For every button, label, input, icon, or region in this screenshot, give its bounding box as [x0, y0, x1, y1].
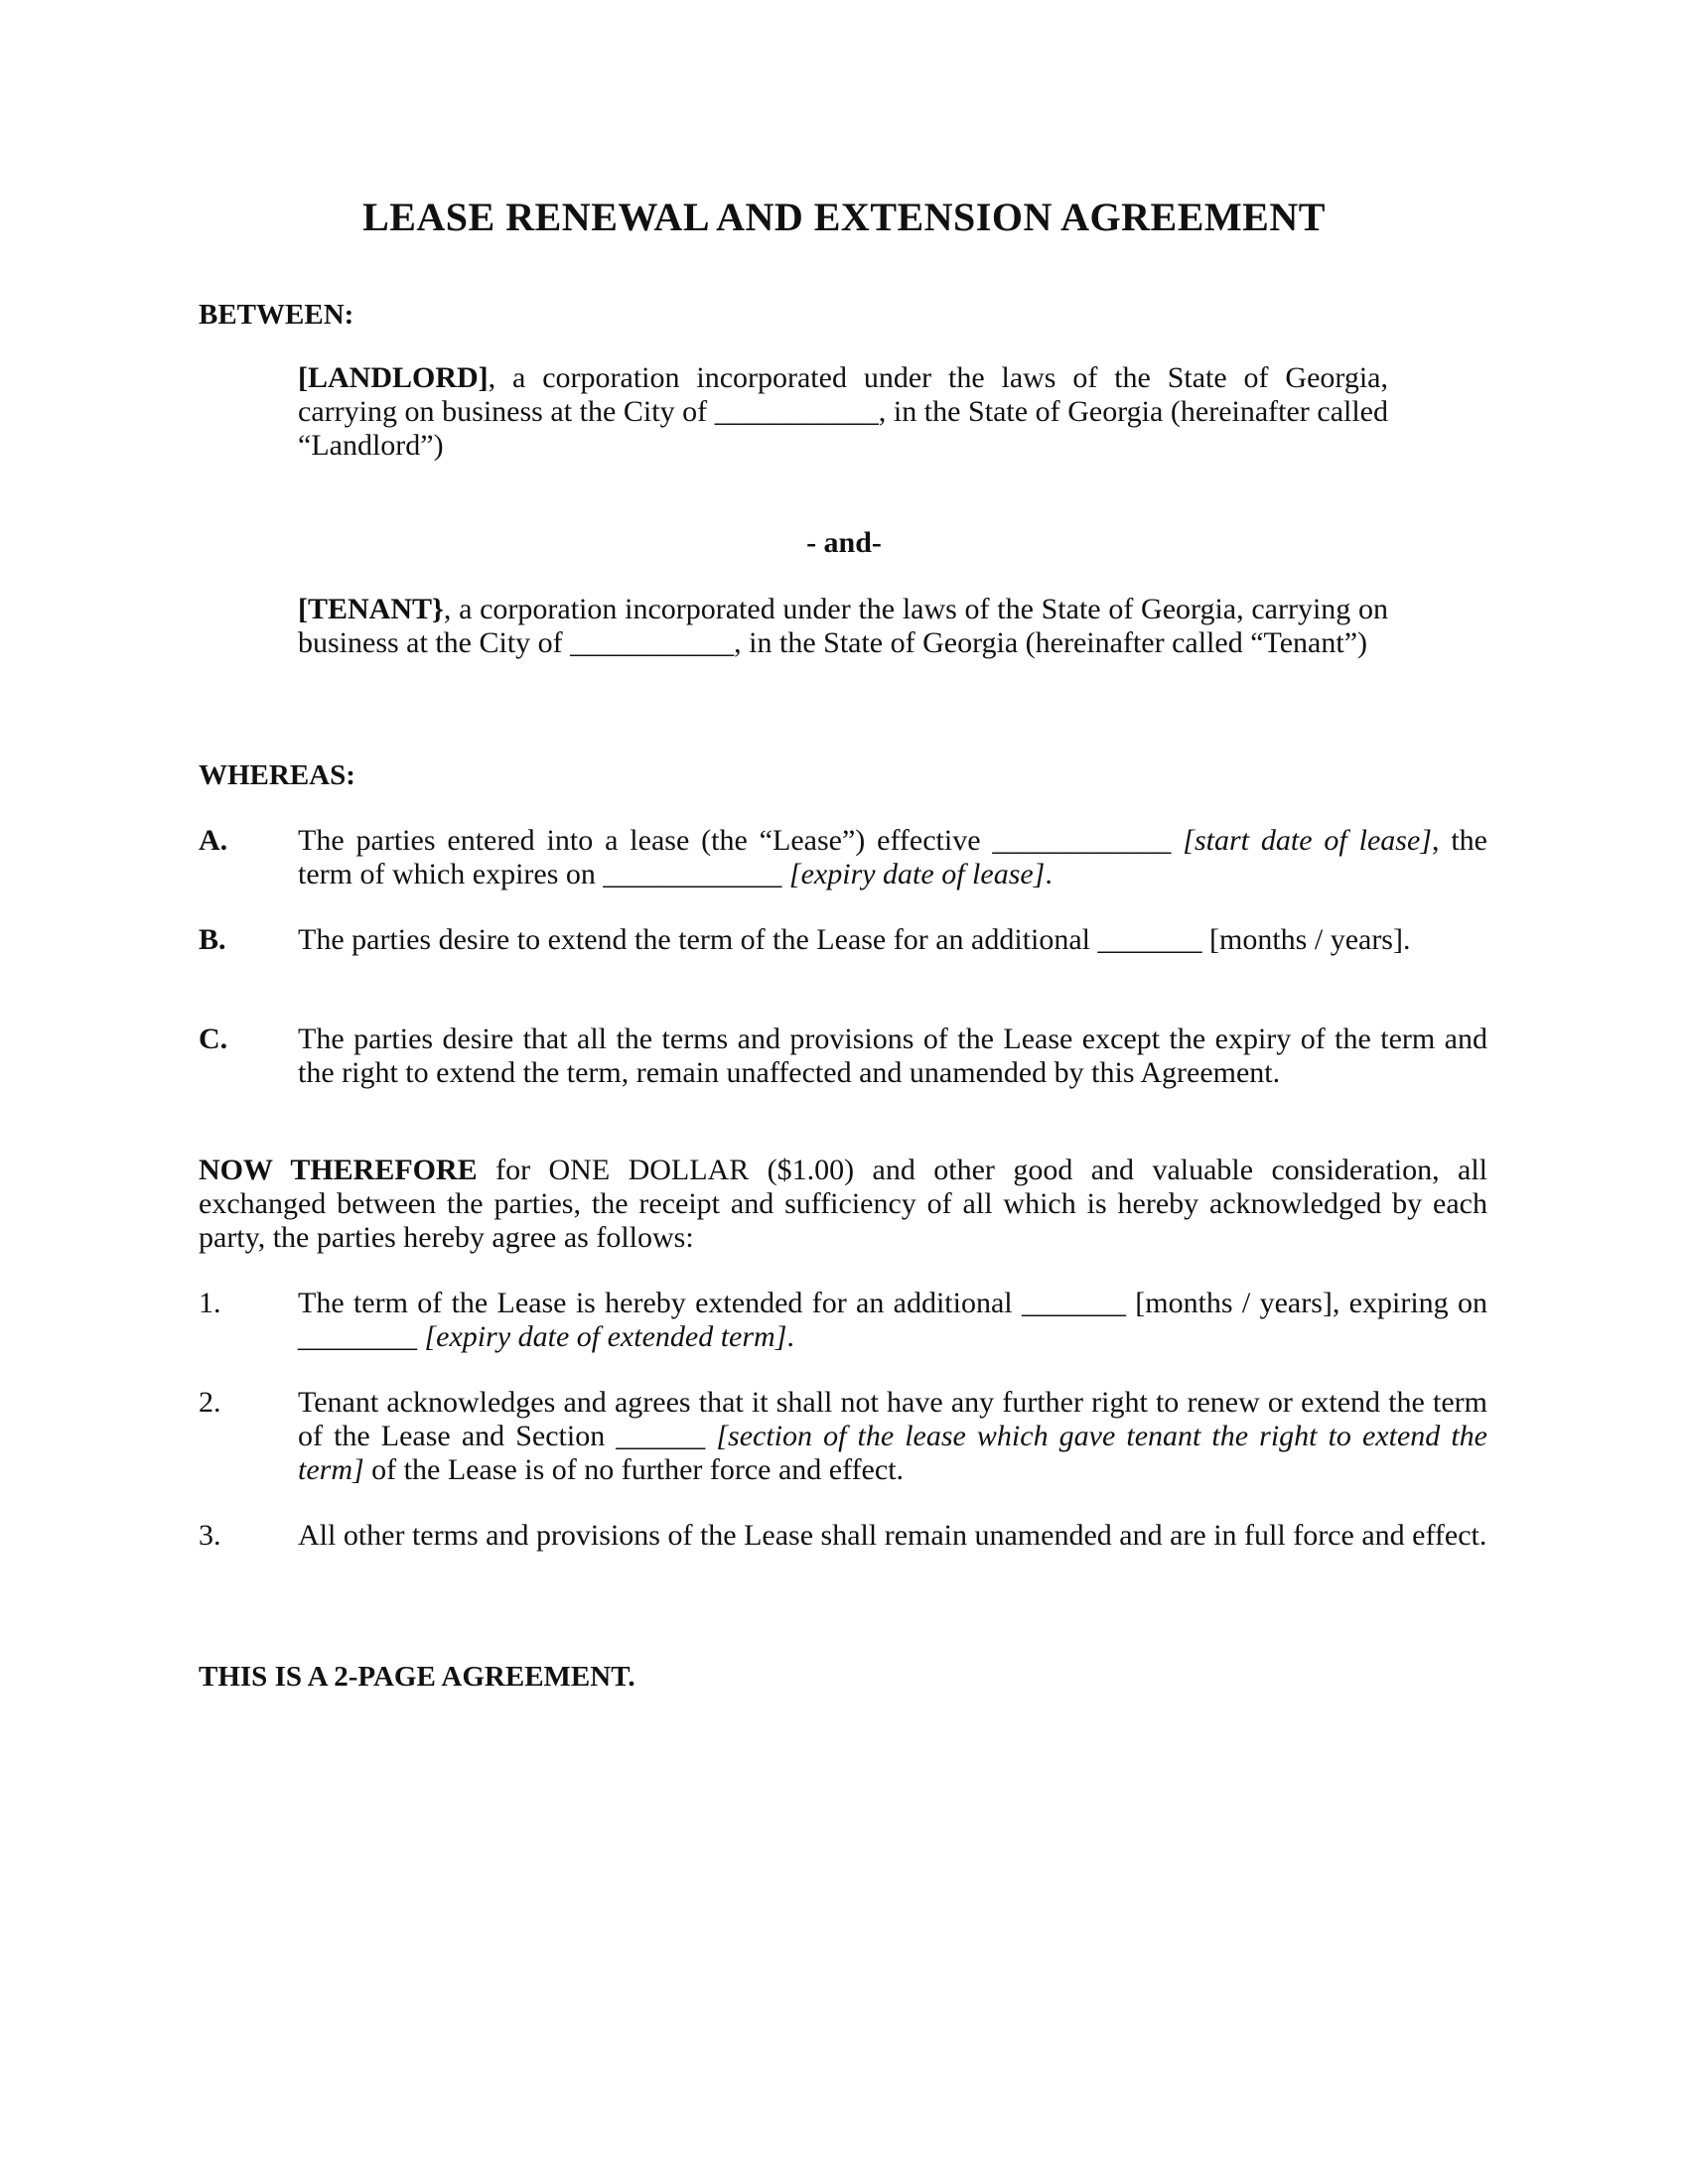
- clause-text: [298, 1386, 1487, 1487]
- now-therefore-lead: NOW THEREFORE: [199, 1154, 478, 1186]
- clause-text: All other terms and provisions of the Lease shall remain unamended and are in full force and effect.: [298, 1519, 1487, 1552]
- whereas-heading: WHEREAS:: [199, 759, 355, 791]
- clause-2-part-2: of the Lease is of no further force and effect.: [363, 1453, 905, 1486]
- landlord-description: , a corporation incorporated under the laws of the State of Georgia, carrying on business at the City of ___________, in the State of Georgia (hereinafter called “Landlord”): [298, 361, 1388, 462]
- clause-2-part-1: Tenant acknowledges and agrees that it shall not have any further right to renew or extend the term of the Lease and Section ______: [298, 1386, 1487, 1452]
- clause-marker: 1.: [199, 1287, 221, 1319]
- recital-a-placeholder-start-date: [start date of lease]: [1183, 824, 1432, 857]
- recital-a-placeholder-expiry-date: [expiry date of lease]: [788, 858, 1046, 890]
- tenant-description: , a corporation incorporated under the laws of the State of Georgia, carrying on business at the City of ___________, in the State of Georgia (hereinafter called “Tenant”): [298, 593, 1388, 659]
- recital-a-part-2: , the term of which expires on ____________: [298, 824, 1487, 890]
- recital-marker: A.: [199, 824, 228, 857]
- recital-a-part-3: .: [1045, 858, 1053, 890]
- recital-b: [199, 923, 1487, 957]
- recital-a: [199, 824, 1487, 891]
- recital-text: [298, 824, 1487, 891]
- clause-text: [298, 1287, 1487, 1354]
- recital-marker: C.: [199, 1023, 228, 1055]
- clause-2: [199, 1386, 1487, 1487]
- clause-marker: 3.: [199, 1519, 221, 1552]
- landlord-name: [LANDLORD]: [298, 361, 489, 394]
- recital-c: [199, 1023, 1487, 1090]
- clause-1: [199, 1287, 1487, 1354]
- landlord-party-block: [298, 361, 1388, 463]
- tenant-party-block: [298, 593, 1388, 660]
- recital-text: The parties desire to extend the term of the Lease for an additional _______ [months / years].: [298, 923, 1411, 956]
- clause-marker: 2.: [199, 1386, 221, 1419]
- now-therefore-text: for ONE DOLLAR ($1.00) and other good and valuable consideration, all exchanged between the parties, the receipt and sufficiency of all which is hereby acknowledged by each party, the parties hereby agree as follows:: [199, 1154, 1488, 1254]
- recital-marker: B.: [199, 923, 226, 956]
- clause-3: [199, 1519, 1487, 1553]
- clause-1-placeholder-expiry: [expiry date of extended term]: [424, 1320, 787, 1353]
- clause-1-part-2: .: [786, 1320, 794, 1353]
- recital-text: The parties desire that all the terms and provisions of the Lease except the expiry of the term and the right to extend the term, remain unaffected and unamended by this Agreement.: [298, 1023, 1487, 1089]
- and-separator: - and-: [806, 526, 882, 559]
- between-heading: BETWEEN:: [199, 299, 354, 331]
- document-title: LEASE RENEWAL AND EXTENSION AGREEMENT: [362, 195, 1326, 239]
- tenant-name: [TENANT}: [298, 593, 444, 625]
- recital-a-part-1: The parties entered into a lease (the “Lease”) effective ____________: [298, 824, 1184, 857]
- now-therefore-paragraph: [199, 1154, 1487, 1255]
- clause-1-part-1: The term of the Lease is hereby extended for an additional _______ [months / years], expiring on ________: [298, 1287, 1487, 1353]
- clause-2-placeholder-section: [section of the lease which gave tenant the right to extend the term]: [298, 1420, 1487, 1486]
- page-count-note: THIS IS A 2-PAGE AGREEMENT.: [199, 1661, 635, 1693]
